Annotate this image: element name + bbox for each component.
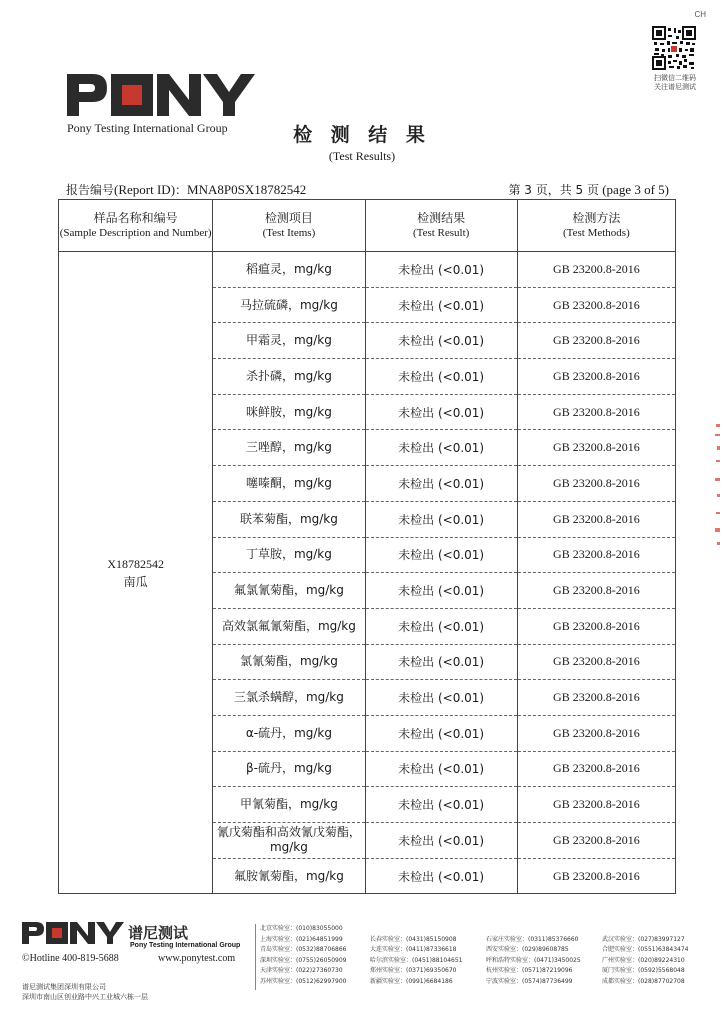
- page-indicator: [508, 181, 669, 198]
- header-sample-cn: 样品名称和编号: [93, 210, 178, 225]
- footer-lab-entry: 北京实验室：(010)83055000: [260, 925, 343, 932]
- test-item-cell: 三唑醇，mg/kg: [213, 430, 365, 466]
- test-result-cell: 未检出 (<0.01): [365, 787, 517, 823]
- test-result-cell: 未检出 (<0.01): [365, 501, 517, 537]
- test-method-cell: GB 23200.8-2016: [517, 715, 675, 751]
- footer-lab-entry: 哈尔滨实验室：(0451)88104651: [370, 956, 463, 964]
- footer-lab-entry: 石家庄实验室：(0311)85376660: [486, 935, 579, 943]
- header-item-cn: 检测项目: [264, 210, 313, 225]
- test-method-cell: GB 23200.8-2016: [517, 751, 675, 787]
- footer-lab-entry: 广州实验室：(020)89224310: [602, 956, 685, 964]
- report-id-value: MNA8P0SX18782542: [187, 182, 307, 197]
- footer-lab-entry: 大连实验室：(0411)87336618: [370, 946, 457, 954]
- header-method-cn: 检测方法: [572, 210, 621, 225]
- test-item-cell: 杀扑磷，mg/kg: [213, 359, 365, 395]
- footer-company-address: 深圳市南山区创业路中兴工业城六栋一层: [22, 993, 148, 1001]
- header-item: [213, 200, 365, 252]
- test-result-cell: 未检出 (<0.01): [365, 323, 517, 359]
- footer-lab-entry: [486, 924, 602, 935]
- header-item-en: (Test Items): [262, 226, 316, 239]
- header-sample-en: (Sample Description and Number): [59, 226, 212, 239]
- test-result-cell: 未检出 (<0.01): [365, 823, 517, 859]
- report-id-line: [66, 181, 306, 198]
- test-method-cell: GB 23200.8-2016: [517, 644, 675, 680]
- qr-caption: [640, 74, 710, 92]
- test-result-cell: 未检出 (<0.01): [365, 252, 517, 288]
- footer-website[interactable]: www.ponytest.com: [158, 953, 236, 964]
- footer-lab-entry: 呼和浩特实验室：(0471)3450025: [486, 956, 581, 964]
- footer-lab-entry: 郑州实验室：(0371)69350670: [370, 967, 457, 975]
- test-item-cell: 稻瘟灵，mg/kg: [213, 252, 365, 288]
- footer-lab-entry: 合肥实验室：(0551)63843474: [602, 946, 689, 954]
- footer-lab-entry: 厦门实验室：(0592)5568048: [602, 967, 685, 975]
- test-result-cell: 未检出 (<0.01): [365, 858, 517, 894]
- test-result-cell: 未检出 (<0.01): [365, 751, 517, 787]
- test-item-cell: 氰戊菊酯和高效氰戊菊酯，mg/kg: [213, 823, 365, 859]
- seal-edge-mark: [714, 420, 722, 550]
- report-id-label: 报告编号: [66, 183, 115, 197]
- test-method-cell: GB 23200.8-2016: [517, 252, 675, 288]
- header-result-en: (Test Result): [412, 226, 470, 239]
- footer-brand-cn: 谱尼测试: [128, 924, 189, 942]
- footer-divider: [255, 924, 256, 990]
- test-item-cell: 咪鲜胺，mg/kg: [213, 394, 365, 430]
- footer-lab-entry: 武汉实验室：(027)83997127: [602, 935, 685, 943]
- footer-lab-entry: 杭州实验室：(0571)87219096: [486, 967, 573, 975]
- header-sample: [59, 200, 213, 252]
- test-result-cell: 未检出 (<0.01): [365, 608, 517, 644]
- qr-caption-line: 扫微信二维码: [654, 74, 696, 82]
- footer-lab-entry: 青岛实验室：(0532)88706866: [260, 946, 347, 954]
- page-indicator-en: (page 3 of 5): [602, 182, 669, 197]
- footer-logo-subtitle: Pony Testing International Group: [130, 942, 241, 949]
- test-item-cell: 高效氯氟氰菊酯，mg/kg: [213, 608, 365, 644]
- footer-company: [22, 982, 148, 1002]
- footer-lab-entry: 西安实验室：(029)89608785: [486, 946, 569, 954]
- page-title-en: (Test Results): [328, 149, 396, 163]
- test-method-cell: GB 23200.8-2016: [517, 430, 675, 466]
- corner-code: CH: [694, 10, 706, 19]
- test-method-cell: GB 23200.8-2016: [517, 787, 675, 823]
- test-result-cell: 未检出 (<0.01): [365, 287, 517, 323]
- test-item-cell: 甲氰菊酯，mg/kg: [213, 787, 365, 823]
- test-item-cell: α-硫丹，mg/kg: [213, 715, 365, 751]
- test-method-cell: GB 23200.8-2016: [517, 287, 675, 323]
- test-item-cell: 联苯菊酯，mg/kg: [213, 501, 365, 537]
- test-result-cell: 未检出 (<0.01): [365, 644, 517, 680]
- header-result-cn: 检测结果: [417, 210, 466, 225]
- table-row: [59, 252, 676, 288]
- test-results-table: [58, 199, 676, 894]
- footer-lab-entry: [370, 924, 486, 935]
- footer-company-name: 谱尼测试集团深圳有限公司: [22, 983, 106, 991]
- test-item-cell: 氟氯氰菊酯，mg/kg: [213, 573, 365, 609]
- test-method-cell: GB 23200.8-2016: [517, 858, 675, 894]
- footer-lab-entry: 上海实验室：(021)64851999: [260, 935, 343, 943]
- test-result-cell: 未检出 (<0.01): [365, 573, 517, 609]
- test-result-cell: 未检出 (<0.01): [365, 680, 517, 716]
- test-item-cell: 氟胺氰菊酯，mg/kg: [213, 858, 365, 894]
- pony-logo: [67, 72, 257, 118]
- test-result-cell: 未检出 (<0.01): [365, 715, 517, 751]
- test-result-cell: 未检出 (<0.01): [365, 537, 517, 573]
- test-item-cell: 马拉硫磷，mg/kg: [213, 287, 365, 323]
- test-method-cell: GB 23200.8-2016: [517, 537, 675, 573]
- test-method-cell: GB 23200.8-2016: [517, 608, 675, 644]
- test-result-cell: 未检出 (<0.01): [365, 430, 517, 466]
- footer-lab-entry: [602, 924, 715, 935]
- footer-lab-entry: 长春实验室：(0431)85150908: [370, 935, 457, 943]
- test-item-cell: 氯氰菊酯，mg/kg: [213, 644, 365, 680]
- test-result-cell: 未检出 (<0.01): [365, 359, 517, 395]
- test-item-cell: 甲霜灵，mg/kg: [213, 323, 365, 359]
- test-method-cell: GB 23200.8-2016: [517, 501, 675, 537]
- footer-lab-entry: 新疆实验室：(0991)6684186: [370, 977, 453, 985]
- test-method-cell: GB 23200.8-2016: [517, 394, 675, 430]
- sample-name: 南瓜: [123, 574, 148, 589]
- page-title: 检 测 结 果: [293, 124, 431, 146]
- test-item-cell: 三氯杀螨醇，mg/kg: [213, 680, 365, 716]
- footer-lab-entry: 苏州实验室：(0512)62997900: [260, 977, 347, 985]
- qr-code-icon[interactable]: [652, 26, 696, 70]
- page-indicator-cn: 第 3 页，共 5 页: [508, 183, 599, 197]
- test-method-cell: GB 23200.8-2016: [517, 323, 675, 359]
- report-id-separator: ：: [175, 183, 188, 197]
- test-method-cell: GB 23200.8-2016: [517, 573, 675, 609]
- footer-labs: [260, 924, 715, 988]
- logo-subtitle: Pony Testing International Group: [67, 121, 228, 135]
- footer-lab-entry: 宁波实验室：(0574)87736499: [486, 977, 573, 985]
- report-id-label-en: (Report ID): [114, 182, 176, 197]
- test-method-cell: GB 23200.8-2016: [517, 823, 675, 859]
- test-result-cell: 未检出 (<0.01): [365, 466, 517, 502]
- header-method-en: (Test Methods): [563, 226, 630, 239]
- test-item-cell: 噻嗪酮，mg/kg: [213, 466, 365, 502]
- test-item-cell: β-硫丹，mg/kg: [213, 751, 365, 787]
- footer-lab-entry: 天津实验室：(022)27360730: [260, 967, 343, 975]
- table-body: [59, 252, 676, 894]
- test-method-cell: GB 23200.8-2016: [517, 359, 675, 395]
- test-method-cell: GB 23200.8-2016: [517, 466, 675, 502]
- footer-hotline: ©Hotline 400-819-5688: [22, 953, 119, 964]
- test-method-cell: GB 23200.8-2016: [517, 680, 675, 716]
- footer-lab-entry: 深圳实验室：(0755)26050909: [260, 956, 347, 964]
- header-result: [365, 200, 517, 252]
- test-result-cell: 未检出 (<0.01): [365, 394, 517, 430]
- sample-cell: [59, 252, 213, 894]
- footer-lab-entry: 成都实验室：(028)87702708: [602, 977, 685, 985]
- table-header-row: [59, 200, 676, 252]
- qr-caption-line: 关注谱尼测试: [654, 83, 696, 91]
- sample-id: X18782542: [107, 556, 164, 571]
- header-method: [517, 200, 675, 252]
- test-item-cell: 丁草胺，mg/kg: [213, 537, 365, 573]
